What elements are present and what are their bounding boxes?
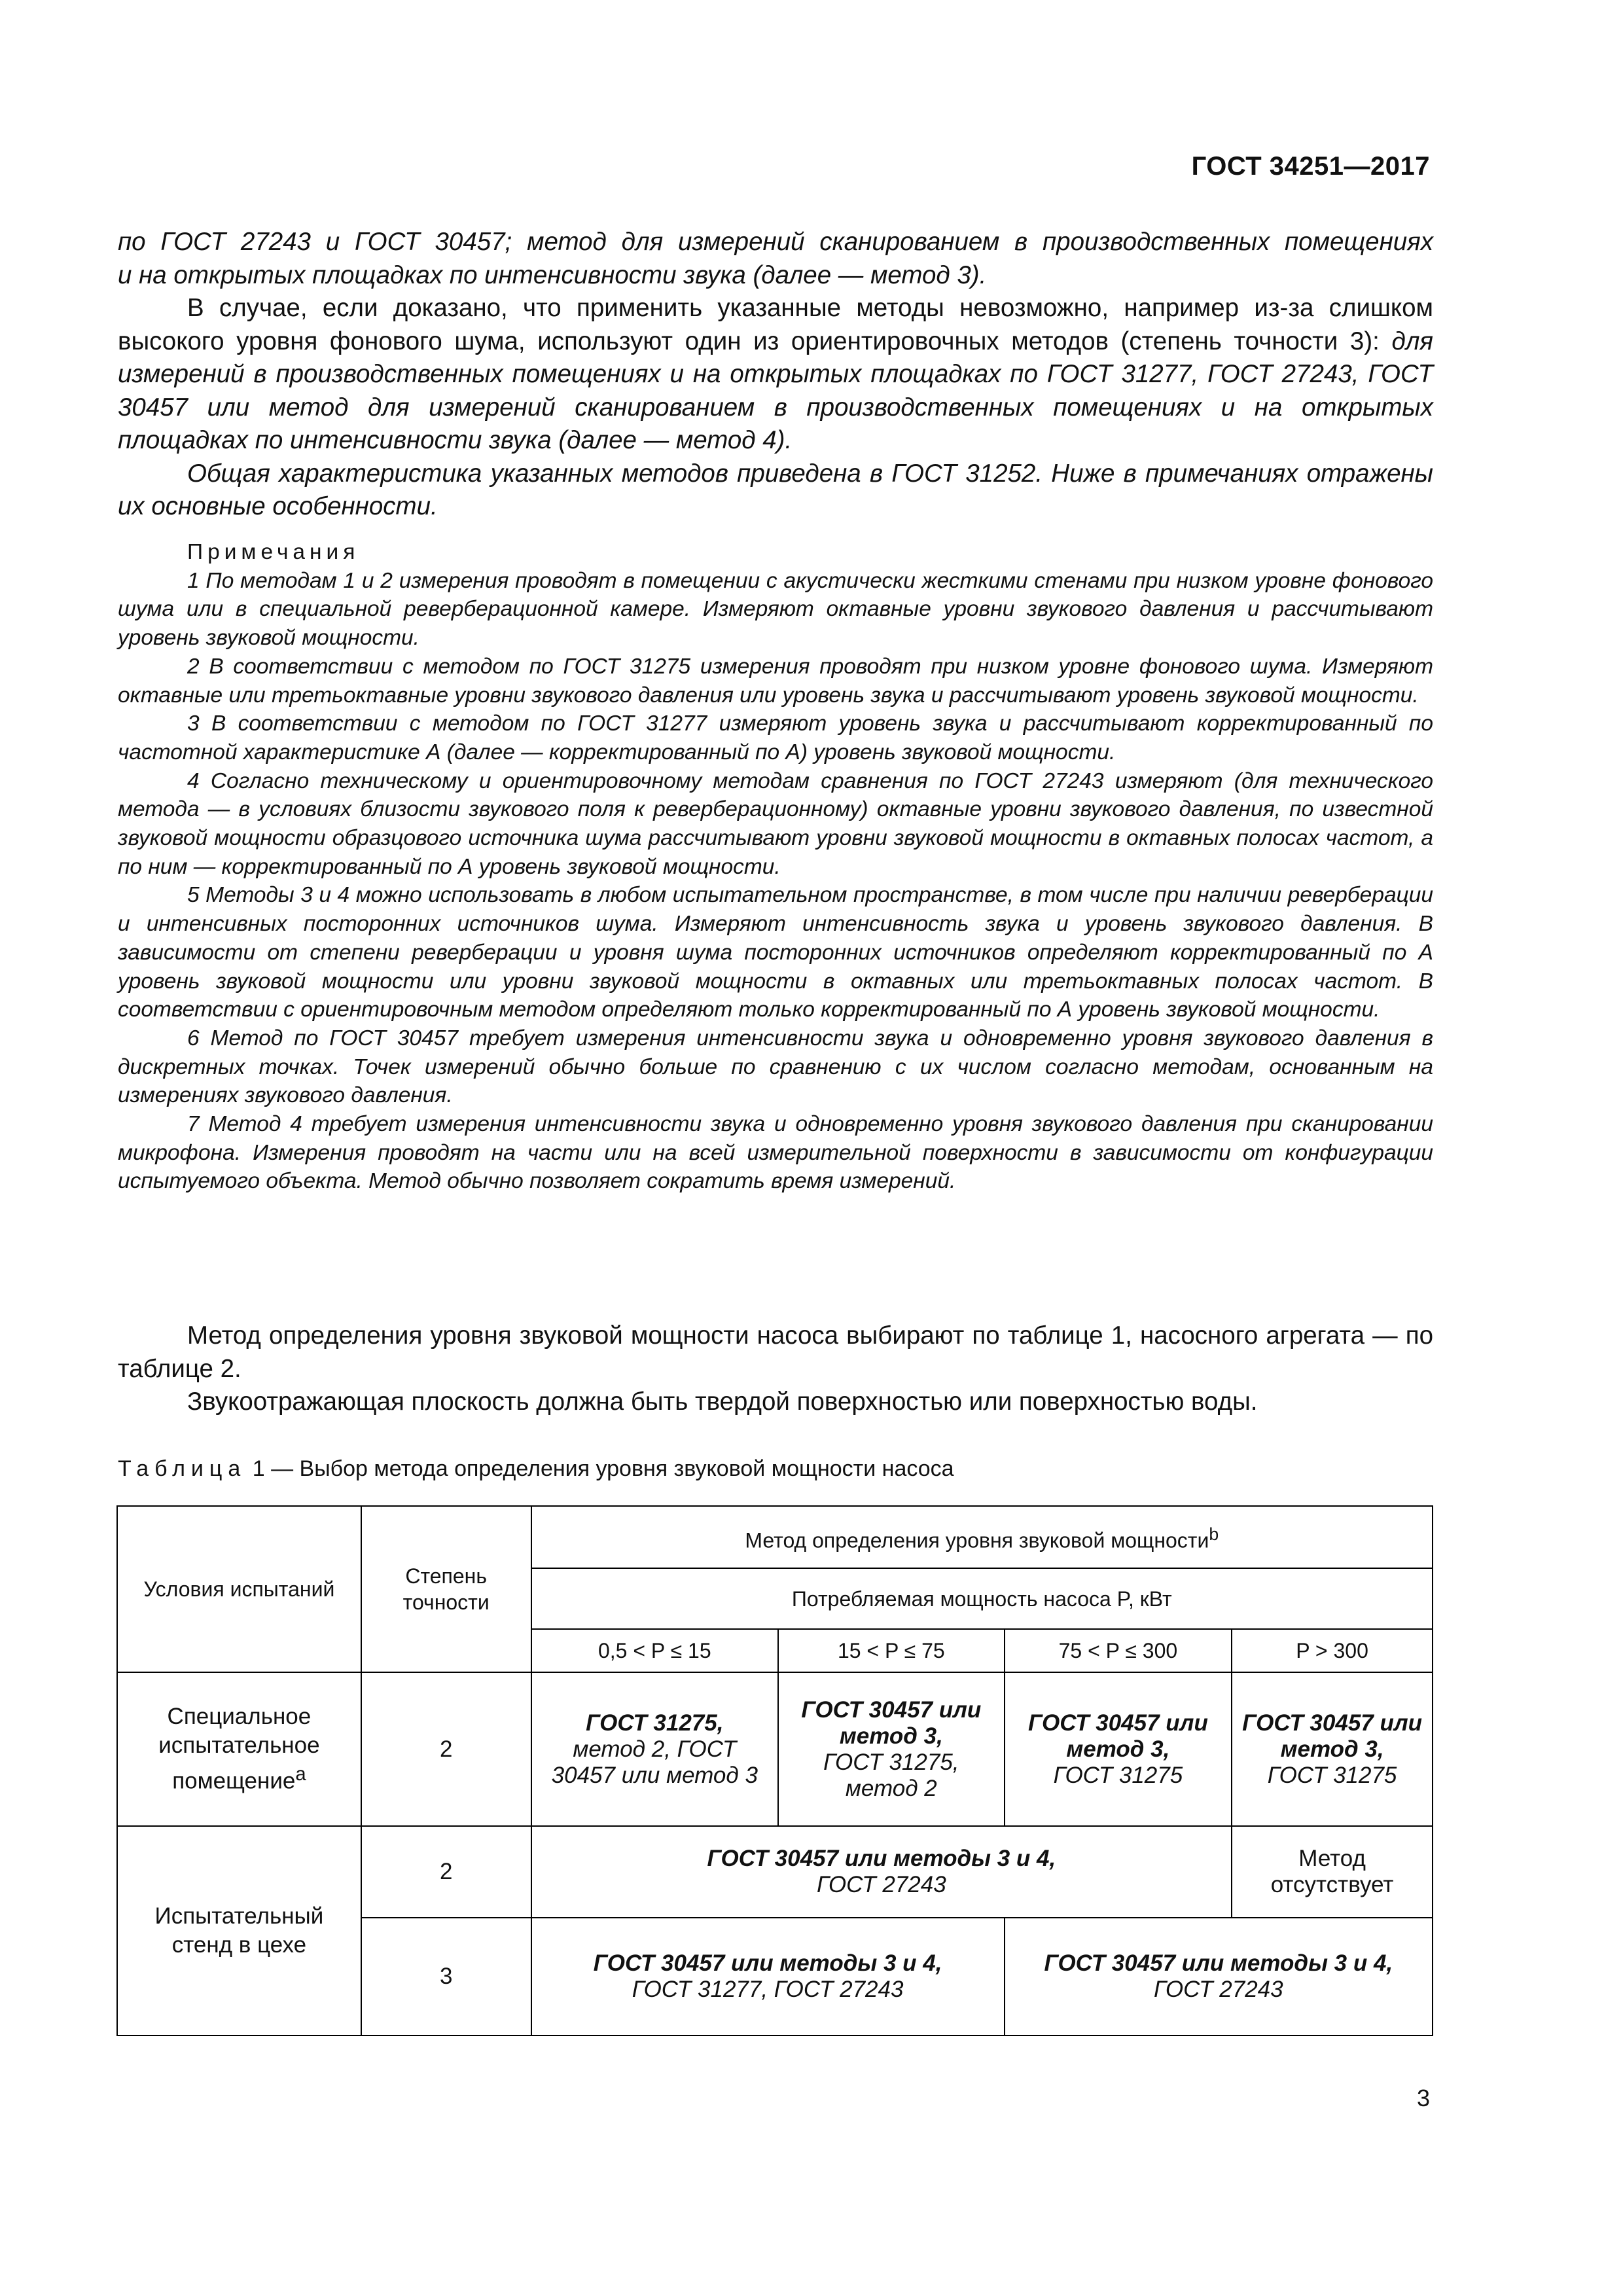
method-cell (531, 1672, 778, 1826)
accuracy-cell: 3 (361, 1918, 531, 2036)
paragraph-table-selection: Метод определения уровня звуковой мощности насоса выбирают по таблице 1, насосного агрегата — по таблице 2. (118, 1321, 1433, 1383)
method-cell-bold: ГОСТ 30457 или метод 3, (1242, 1710, 1423, 1762)
accuracy-cell: 2 (361, 1672, 531, 1826)
header-method-footnote: b (1209, 1524, 1219, 1544)
conditions-text: Специальное испытательное помещение (158, 1704, 320, 1794)
method-cell-bold: ГОСТ 30457 или методы 3 и 4, (1044, 1950, 1393, 1976)
range-cell: 15 < P ≤ 75 (778, 1629, 1005, 1672)
method-cell-text: ГОСТ 27243 (817, 1872, 946, 1897)
paragraph-general-characteristics: Общая характеристика указанных методов приведена в ГОСТ 31252. Ниже в примечаниях отражены их основные особенности. (118, 459, 1433, 520)
paragraph-alternative-methods-italic: для измерений в производственных помещениях и на открытых площадках по ГОСТ 31277, ГОСТ 27243, ГОСТ 30457 или метод для измерений сканированием в производственных помещениях и на открытых площадках по интенсивности звука (далее — метод 4). (118, 327, 1433, 454)
accuracy-cell: 2 (361, 1826, 531, 1918)
range-cell: P > 300 (1232, 1629, 1433, 1672)
table-caption (118, 1456, 954, 1482)
method-cell-text: ГОСТ 31275, метод 2 (823, 1749, 959, 1801)
conditions-footnote: a (295, 1764, 306, 1785)
notes-block (118, 538, 1433, 1196)
method-cell-bold: ГОСТ 31275, (586, 1710, 724, 1736)
note-1: 1 По методам 1 и 2 измерения проводят в помещении с акустически жесткими стенами при низком уровне фонового шума или в специальной реверберационной камере. Измеряют октавные уровни звукового давления и рассчитывают уровень звуковой мощности. (118, 568, 1433, 651)
method-cell (1005, 1672, 1232, 1826)
table-caption-label: Таблица (118, 1456, 247, 1481)
paragraph-continuation-line-1: по ГОСТ 27243 и ГОСТ 30457; метод для измерений сканированием в производственных помещениях (118, 228, 1433, 256)
note-3: 3 В соответствии с методом по ГОСТ 31277 измеряют уровень звука и рассчитывают корректированный по частотной характеристике А (далее — корректированный по А) уровень звуковой мощности. (118, 711, 1433, 764)
range-cell: 75 < P ≤ 300 (1005, 1629, 1232, 1672)
header-power: Потребляемая мощность насоса P, кВт (531, 1568, 1433, 1629)
conditions-cell: Испытательный стенд в цехе (117, 1826, 361, 2036)
page-number: 3 (1416, 2085, 1430, 2111)
paragraph-alternative-methods-lead: В случае, если доказано, что применить указанные методы невозможно, например из-за слишком высокого уровня фонового шума, используют один из ориентировочных методов (степень точности 3): (118, 294, 1433, 355)
body-text-after-notes (118, 1319, 1433, 1419)
note-2: 2 В соответствии с методом по ГОСТ 31275 измерения проводят при низком уровне фонового шума. Измеряют октавные или третьоктавные уровни звукового давления или уровень звука и рассчитывают уровень звуковой мощности. (118, 654, 1433, 708)
method-cell (531, 1826, 1232, 1918)
method-cell-text: ГОСТ 31275 (1053, 1762, 1183, 1788)
document-header: ГОСТ 34251—2017 (1191, 152, 1430, 181)
range-cell: 0,5 < P ≤ 15 (531, 1629, 778, 1672)
table-header-row (117, 1506, 1433, 1568)
method-cell-bold: ГОСТ 30457 или методы 3 и 4, (707, 1846, 1056, 1871)
body-text (118, 226, 1433, 524)
method-cell-text: ГОСТ 27243 (1153, 1977, 1283, 2002)
table-caption-text: 1 — Выбор метода определения уровня звуковой мощности насоса (246, 1456, 954, 1481)
note-5: 5 Методы 3 и 4 можно использовать в любом испытательном пространстве, в том числе при наличии реверберации и интенсивных посторонних источников шума. Измеряют интенсивность звука и уровень звукового давления. В зависимости от степени реверберации и уровня шума посторонних источников определяют корректированный по А уровень звуковой мощности или уровни звуковой мощности в октавных или третьоктавных полосах частот. В соответствии с ориентировочным методом определяют только корректированный по А уровень звуковой мощности. (118, 883, 1433, 1022)
note-7: 7 Метод 4 требует измерения интенсивности звука и одновременно уровня звукового давления при сканировании микрофона. Измерения проводят на части или на всей измерительной поверхности в зависимости от конфигурации испытуемого объекта. Метод обычно позволяет сократить время измерений. (118, 1112, 1433, 1194)
method-cell (531, 1918, 1005, 2036)
note-6: 6 Метод по ГОСТ 30457 требует измерения интенсивности звука и одновременно уровня звукового давления в дискретных точках. Точек измерений обычно больше по сравнению с их числом согласно методам, основанным на измерениях звукового давления. (118, 1026, 1433, 1108)
no-method-cell: Метод отсутствует (1232, 1826, 1433, 1918)
conditions-cell (117, 1672, 361, 1826)
method-cell (778, 1672, 1005, 1826)
method-selection-table (116, 1505, 1433, 2036)
paragraph-reflecting-plane: Звукоотражающая плоскость должна быть твердой поверхностью или поверхностью воды. (187, 1388, 1258, 1416)
method-cell (1232, 1672, 1433, 1826)
note-4: 4 Согласно техническому и ориентировочному методам сравнения по ГОСТ 27243 измеряют (для технического метода — в условиях близости звукового поля к реверберационному) октавные уровни звукового давления, по известной звуковой мощности образцового источника шума рассчитывают уровни звуковой мощности в октавных полосах частот, а по ним — корректированный по А уровень звуковой мощности. (118, 768, 1433, 879)
method-cell-text: ГОСТ 31275 (1267, 1762, 1397, 1788)
header-conditions: Условия испытаний (117, 1506, 361, 1672)
method-cell-bold: ГОСТ 30457 или метод 3, (801, 1696, 982, 1749)
notes-heading: Примечания (187, 540, 360, 564)
table-row (117, 1826, 1433, 1918)
method-cell-bold: ГОСТ 30457 или метод 3, (1027, 1710, 1208, 1762)
method-cell (1005, 1918, 1433, 2036)
paragraph-alternative-methods (118, 292, 1433, 457)
header-method-text: Метод определения уровня звуковой мощности (745, 1528, 1209, 1552)
header-method (531, 1506, 1433, 1568)
paragraph-continuation-line-2: и на открытых площадках по интенсивности звука (далее — метод 3). (118, 260, 987, 289)
table-row (117, 1672, 1433, 1826)
method-cell-bold: ГОСТ 30457 или методы 3 и 4, (593, 1950, 942, 1976)
method-cell-text: ГОСТ 31277, ГОСТ 27243 (632, 1977, 904, 2002)
header-accuracy: Степень точности (361, 1506, 531, 1672)
method-cell-text: метод 2, ГОСТ 30457 или метод 3 (551, 1736, 758, 1788)
